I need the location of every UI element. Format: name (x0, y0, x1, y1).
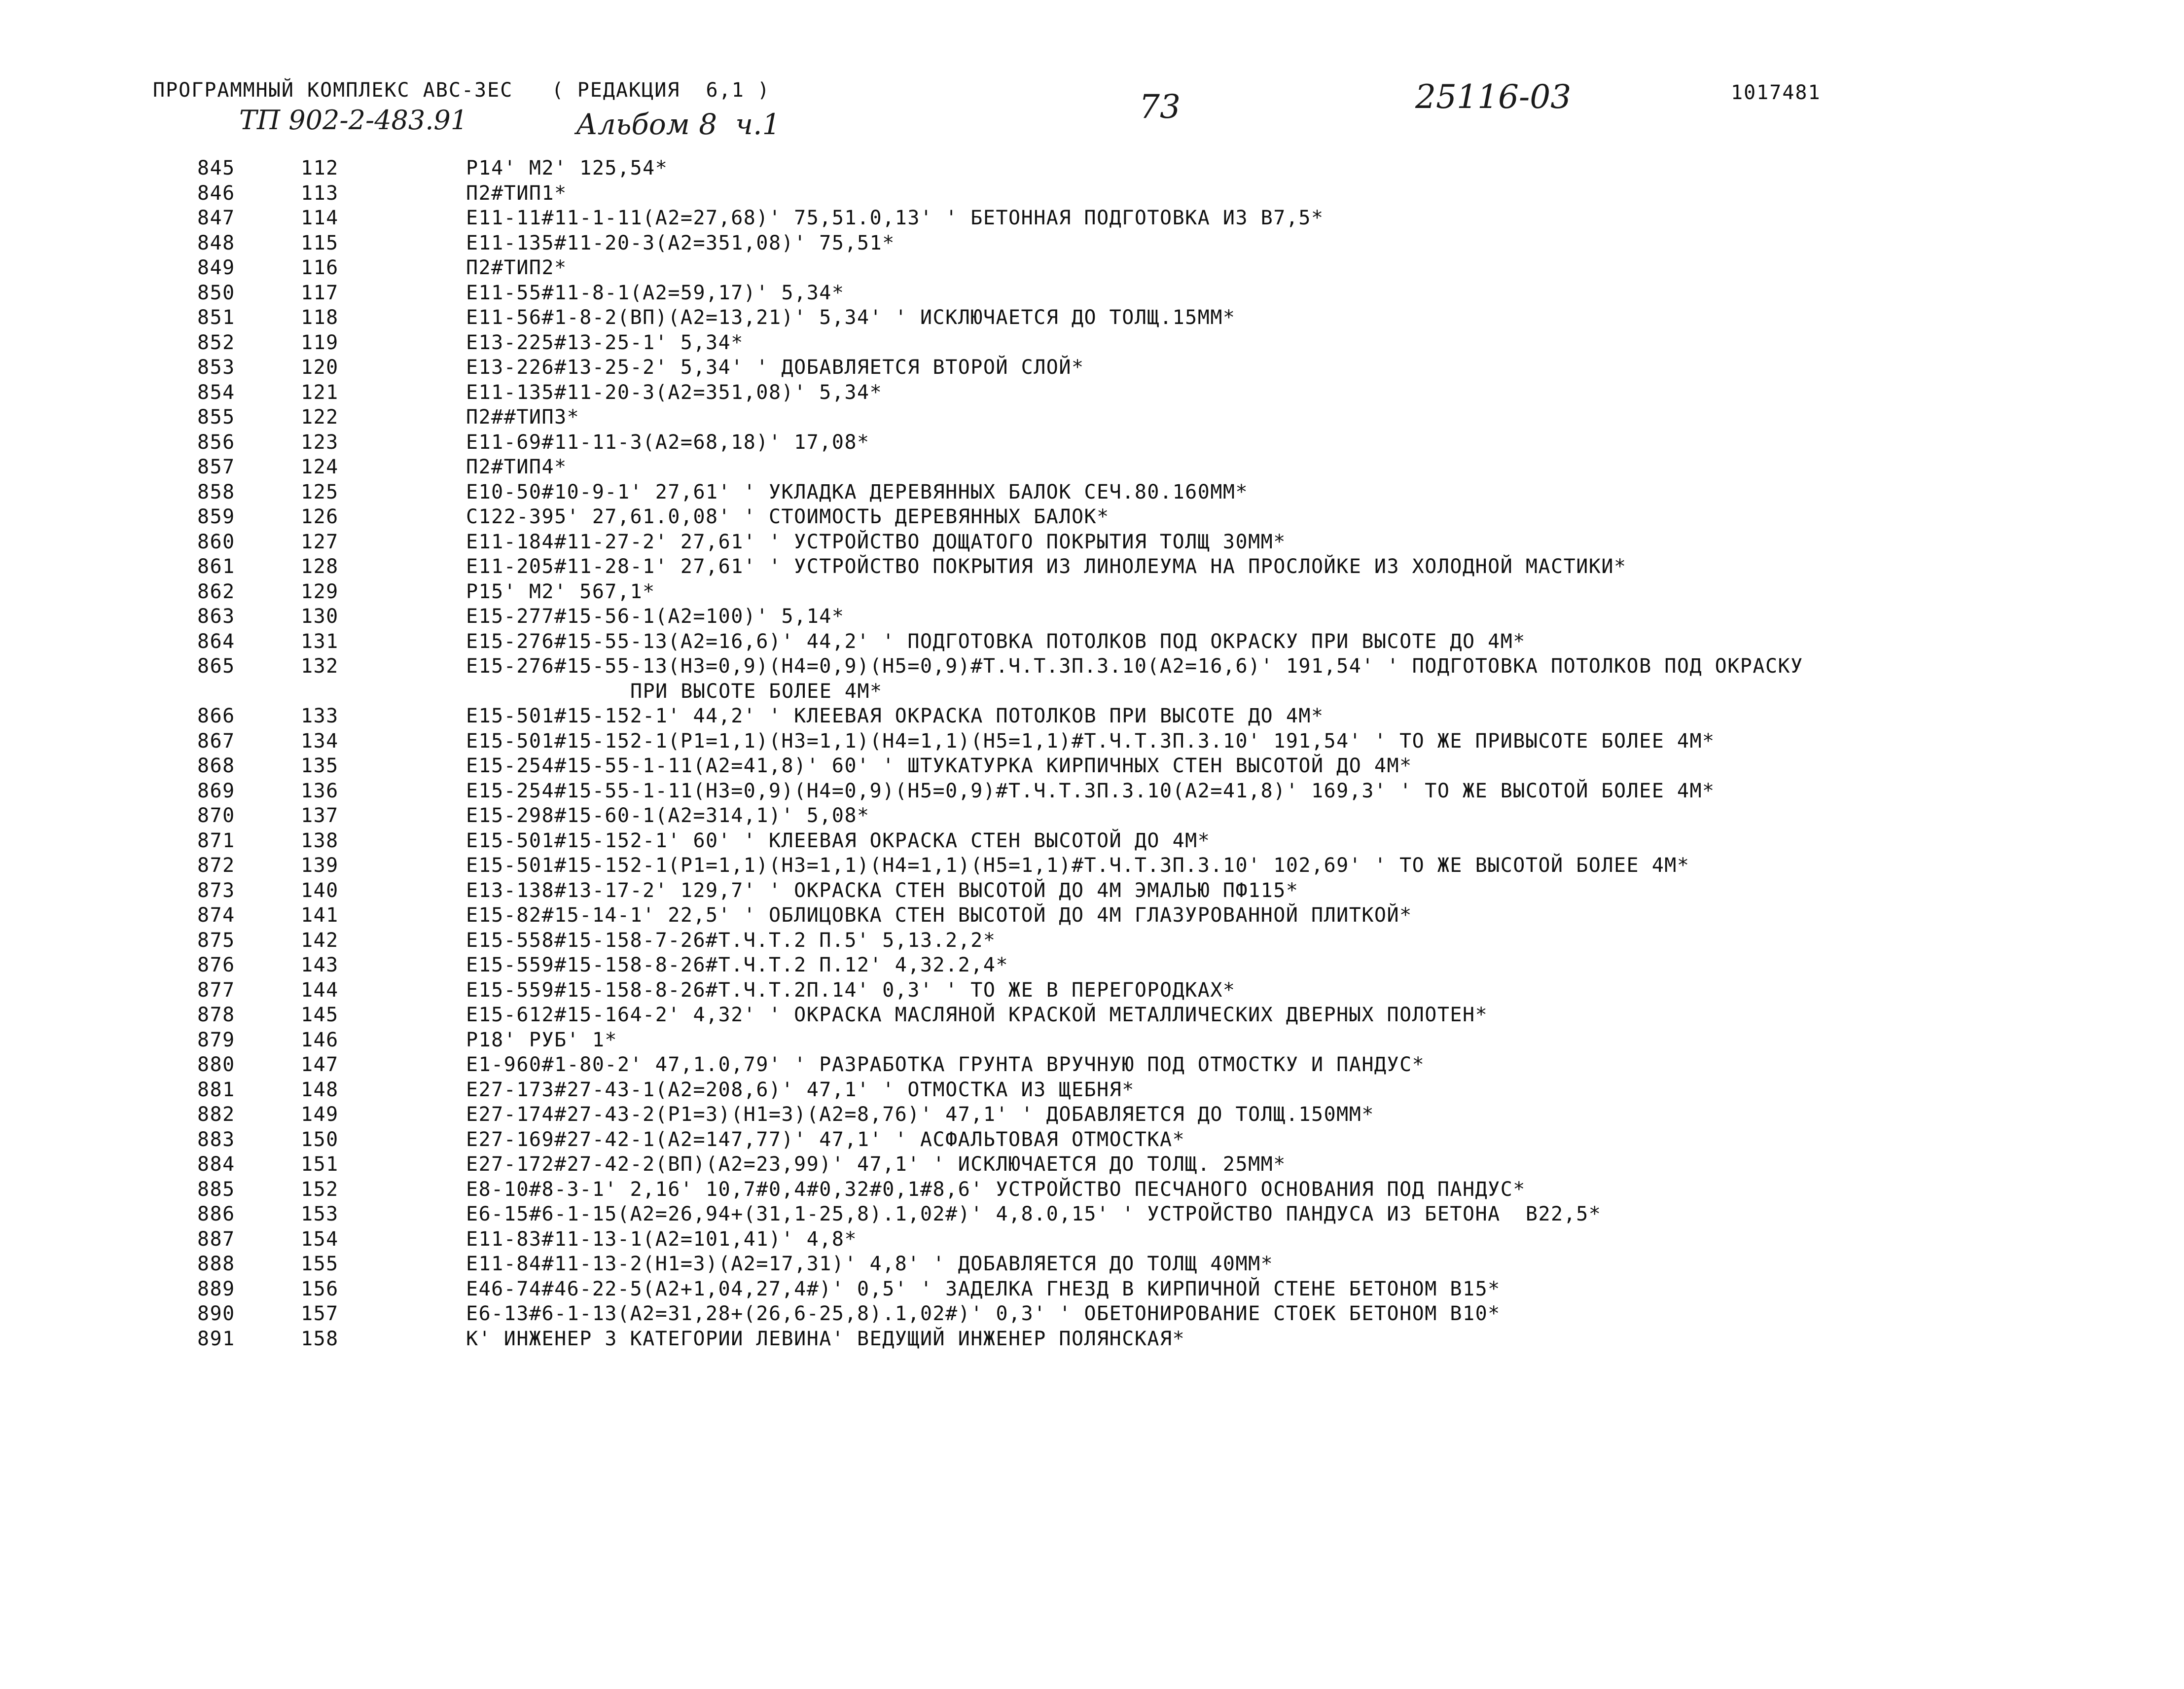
statement-text: Е15-612#15-164-2' 4,32' ' ОКРАСКА МАСЛЯНОЙ КРАСКОЙ МЕТАЛЛИЧЕСКИХ ДВЕРНЫХ ПОЛОТЕН* (466, 1004, 1488, 1026)
statement-text: Е15-559#15-158-8-26#Т.Ч.Т.2П.14' 0,3' ' ТО ЖЕ В ПЕРЕГОРОДКАХ* (466, 978, 1236, 1002)
statement-number: 145 (301, 1004, 339, 1026)
line-number: 875 (197, 929, 235, 952)
statement-text: Е8-10#8-3-1' 2,16' 10,7#0,4#0,32#0,1#8,6' УСТРОЙСТВО ПЕСЧАНОГО ОСНОВАНИЯ ПОД ПАНДУС* (466, 1178, 1526, 1201)
listing-row (0, 1252, 2184, 1277)
statement-number: 112 (301, 157, 339, 180)
document-id: 1017481 (1731, 81, 1821, 104)
statement-text: Е15-276#15-55-13(Н3=0,9)(Н4=0,9)(Н5=0,9)#Т.Ч.Т.3П.3.10(А2=16,6)' 191,54' ' ПОДГОТОВКА ПОТОЛКОВ ПОД ОКРАСКУ (466, 655, 1803, 678)
statement-text: Е15-501#15-152-1' 44,2' ' КЛЕЕВАЯ ОКРАСКА ПОТОЛКОВ ПРИ ВЫСОТЕ ДО 4М* (466, 705, 1324, 727)
listing-row (0, 754, 2184, 779)
line-number: 885 (197, 1178, 235, 1201)
line-number: 861 (197, 555, 235, 578)
statement-number: 127 (301, 530, 339, 553)
statement-text: Е11-56#1-8-2(ВП)(А2=13,21)' 5,34' ' ИСКЛЮЧАЕТСЯ ДО ТОЛЩ.15ММ* (466, 306, 1236, 329)
handwritten-album-label: Альбом 8 ч.1 (576, 108, 781, 141)
statement-number: 154 (301, 1227, 339, 1251)
listing-row (0, 1052, 2184, 1078)
listing-row (0, 405, 2184, 430)
statement-text: Е11-11#11-1-11(А2=27,68)' 75,51.0,13' ' БЕТОННАЯ ПОДГОТОВКА ИЗ В7,5* (466, 207, 1324, 229)
statement-number: 155 (301, 1253, 339, 1275)
statement-number: 150 (301, 1128, 339, 1151)
listing-row (0, 255, 2184, 281)
handwritten-page-number: 73 (1139, 88, 1181, 126)
line-number: 856 (197, 431, 235, 454)
line-number: 854 (197, 381, 235, 404)
line-number: 871 (197, 829, 235, 852)
listing-row (0, 1127, 2184, 1152)
handwritten-project-code: ТП 902-2-483.91 (239, 105, 468, 136)
listing-row (0, 1003, 2184, 1028)
statement-number: 131 (301, 630, 339, 653)
listing-row (0, 1177, 2184, 1202)
line-number: 867 (197, 729, 235, 753)
statement-text: Е11-69#11-11-3(А2=68,18)' 17,08* (466, 431, 870, 454)
line-number: 847 (197, 207, 235, 229)
statement-number: 134 (301, 729, 339, 753)
listing-row (0, 480, 2184, 505)
listing-row (0, 1102, 2184, 1127)
listing-row (0, 305, 2184, 330)
statement-text: Р15' М2' 567,1* (466, 580, 655, 603)
listing-row (0, 330, 2184, 356)
line-number: 874 (197, 904, 235, 927)
statement-text: Е11-55#11-8-1(А2=59,17)' 5,34* (466, 281, 845, 304)
listing-row (0, 430, 2184, 455)
statement-text: Е15-501#15-152-1(Р1=1,1)(Н3=1,1)(Н4=1,1)(Н5=1,1)#Т.Ч.Т.3П.3.10' 191,54' ' ТО ЖЕ ПРИВЫСОТЕ БОЛЕЕ 4М* (466, 729, 1715, 753)
line-number: 857 (197, 456, 235, 478)
statement-text: Е15-501#15-152-1' 60' ' КЛЕЕВАЯ ОКРАСКА СТЕН ВЫСОТОЙ ДО 4М* (466, 829, 1211, 852)
listing-row (0, 1277, 2184, 1302)
listing-row (0, 704, 2184, 729)
statement-number: 129 (301, 580, 339, 603)
statement-number: 152 (301, 1178, 339, 1201)
line-number: 852 (197, 331, 235, 354)
listing-row (0, 554, 2184, 579)
listing-row (0, 206, 2184, 231)
line-number: 881 (197, 1078, 235, 1101)
statement-text: Е1-960#1-80-2' 47,1.0,79' ' РАЗРАБОТКА ГРУНТА ВРУЧНУЮ ПОД ОТМОСТКУ И ПАНДУС* (466, 1053, 1425, 1076)
line-number: 864 (197, 630, 235, 653)
listing-row (0, 1078, 2184, 1103)
statement-text: Е27-169#27-42-1(А2=147,77)' 47,1' ' АСФАЛЬТОВАЯ ОТМОСТКА* (466, 1128, 1185, 1151)
listing-row (0, 231, 2184, 256)
line-number: 891 (197, 1327, 235, 1350)
program-title: ПРОГРАММНЫЙ КОМПЛЕКС АВС-3ЕС ( РЕДАКЦИЯ 6,1 ) (153, 79, 770, 102)
statement-number: 121 (301, 381, 339, 404)
statement-text: Е11-84#11-13-2(Н1=3)(А2=17,31)' 4,8' ' ДОБАВЛЯЕТСЯ ДО ТОЛЩ 40ММ* (466, 1253, 1274, 1275)
statement-text: Е15-276#15-55-13(А2=16,6)' 44,2' ' ПОДГОТОВКА ПОТОЛКОВ ПОД ОКРАСКУ ПРИ ВЫСОТЕ ДО 4М* (466, 630, 1526, 653)
statement-number: 126 (301, 505, 339, 528)
line-number: 855 (197, 406, 235, 429)
listing-row (0, 779, 2184, 804)
line-number: 886 (197, 1203, 235, 1225)
statement-text: Е15-298#15-60-1(А2=314,1)' 5,08* (466, 804, 870, 827)
statement-text: К' ИНЖЕНЕР 3 КАТЕГОРИИ ЛЕВИНА' ВЕДУЩИЙ ИНЖЕНЕР ПОЛЯНСКАЯ* (466, 1327, 1185, 1350)
statement-number: 144 (301, 978, 339, 1002)
statement-text: Е27-172#27-42-2(ВП)(А2=23,99)' 47,1' ' ИСКЛЮЧАЕТСЯ ДО ТОЛЩ. 25ММ* (466, 1153, 1286, 1176)
line-number: 873 (197, 879, 235, 902)
listing-row (0, 1327, 2184, 1352)
listing-row (0, 729, 2184, 754)
line-number: 878 (197, 1004, 235, 1026)
line-number: 862 (197, 580, 235, 603)
statement-text: Е27-173#27-43-1(А2=208,6)' 47,1' ' ОТМОСТКА ИЗ ЩЕБНЯ* (466, 1078, 1135, 1101)
statement-text: Е6-13#6-1-13(А2=31,28+(26,6-25,8).1,02#)' 0,3' ' ОБЕТОНИРОВАНИЕ СТОЕК БЕТОНОМ В10* (466, 1302, 1501, 1325)
line-number: 868 (197, 755, 235, 777)
listing-row (0, 1301, 2184, 1327)
listing (0, 156, 2184, 1351)
line-number: 848 (197, 231, 235, 254)
listing-row (0, 978, 2184, 1003)
listing-row (0, 803, 2184, 828)
statement-number: 140 (301, 879, 339, 902)
statement-number: 113 (301, 181, 339, 205)
listing-row (0, 853, 2184, 878)
line-number: 884 (197, 1153, 235, 1176)
statement-text: Е6-15#6-1-15(А2=26,94+(31,1-25,8).1,02#)' 4,8.0,15' ' УСТРОЙСТВО ПАНДУСА ИЗ БЕТОНА В22,5* (466, 1203, 1602, 1225)
statement-text: Е46-74#46-22-5(А2+1,04,27,4#)' 0,5' ' ЗАДЕЛКА ГНЕЗД В КИРПИЧНОЙ СТЕНЕ БЕТОНОМ В15* (466, 1277, 1501, 1300)
line-number: 870 (197, 804, 235, 827)
listing-row (0, 604, 2184, 629)
listing-row (0, 828, 2184, 854)
statement-text-continuation: ПРИ ВЫСОТЕ БОЛЕЕ 4М* (630, 680, 883, 703)
statement-number: 157 (301, 1302, 339, 1325)
statement-text: Е11-135#11-20-3(А2=351,08)' 5,34* (466, 381, 883, 404)
statement-text: П2#ТИП1* (466, 181, 567, 205)
statement-number: 122 (301, 406, 339, 429)
statement-number: 120 (301, 356, 339, 379)
listing-row (0, 504, 2184, 530)
listing-row (0, 281, 2184, 306)
statement-text: Е15-254#15-55-1-11(Н3=0,9)(Н4=0,9)(Н5=0,9)#Т.Ч.Т.3П.3.10(А2=41,8)' 169,3' ' ТО ЖЕ ВЫСОТОЙ БОЛЕЕ 4М* (466, 779, 1715, 802)
listing-row (0, 1028, 2184, 1053)
line-number: 846 (197, 181, 235, 205)
listing-row (0, 1227, 2184, 1252)
statement-number: 156 (301, 1277, 339, 1300)
statement-number: 147 (301, 1053, 339, 1076)
line-number: 890 (197, 1302, 235, 1325)
line-number: 879 (197, 1028, 235, 1051)
statement-text: Е11-83#11-13-1(А2=101,41)' 4,8* (466, 1227, 858, 1251)
line-number: 877 (197, 978, 235, 1002)
listing-row (0, 654, 2184, 704)
statement-number: 118 (301, 306, 339, 329)
statement-number: 114 (301, 207, 339, 229)
statement-text: С122-395' 27,61.0,08' ' СТОИМОСТЬ ДЕРЕВЯННЫХ БАЛОК* (466, 505, 1110, 528)
handwritten-doc-code: 25116-03 (1415, 78, 1572, 116)
listing-row (0, 878, 2184, 903)
statement-number: 143 (301, 954, 339, 976)
line-number: 860 (197, 530, 235, 553)
statement-number: 141 (301, 904, 339, 927)
statement-text: Е15-277#15-56-1(А2=100)' 5,14* (466, 605, 845, 628)
statement-text: Е11-205#11-28-1' 27,61' ' УСТРОЙСТВО ПОКРЫТИЯ ИЗ ЛИНОЛЕУМА НА ПРОСЛОЙКЕ ИЗ ХОЛОДНОЙ МАСТИКИ* (466, 555, 1627, 578)
statement-number: 138 (301, 829, 339, 852)
line-number: 845 (197, 157, 235, 180)
listing-row (0, 455, 2184, 480)
statement-number: 130 (301, 605, 339, 628)
statement-text: Е13-225#13-25-1' 5,34* (466, 331, 744, 354)
listing-row (0, 181, 2184, 206)
statement-text: Е15-501#15-152-1(Р1=1,1)(Н3=1,1)(Н4=1,1)(Н5=1,1)#Т.Ч.Т.3П.3.10' 102,69' ' ТО ЖЕ ВЫСОТОЙ БОЛЕЕ 4М* (466, 854, 1690, 877)
line-number: 872 (197, 854, 235, 877)
line-number: 869 (197, 779, 235, 802)
statement-text: Е27-174#27-43-2(Р1=3)(Н1=3)(А2=8,76)' 47,1' ' ДОБАВЛЯЕТСЯ ДО ТОЛЩ.150ММ* (466, 1103, 1374, 1126)
statement-number: 142 (301, 929, 339, 952)
statement-text: Е13-226#13-25-2' 5,34' ' ДОБАВЛЯЕТСЯ ВТОРОЙ СЛОЙ* (466, 356, 1084, 379)
statement-text: П2#ТИП4* (466, 456, 567, 478)
statement-text: Е15-559#15-158-8-26#Т.Ч.Т.2 П.12' 4,32.2,4* (466, 954, 1009, 976)
statement-text: Р18' РУБ' 1* (466, 1028, 617, 1051)
statement-number: 158 (301, 1327, 339, 1350)
listing-row (0, 953, 2184, 978)
statement-number: 132 (301, 655, 339, 678)
line-number: 863 (197, 605, 235, 628)
statement-number: 123 (301, 431, 339, 454)
statement-number: 119 (301, 331, 339, 354)
line-number: 889 (197, 1277, 235, 1300)
listing-row (0, 903, 2184, 928)
statement-number: 128 (301, 555, 339, 578)
statement-text: Е10-50#10-9-1' 27,61' ' УКЛАДКА ДЕРЕВЯННЫХ БАЛОК СЕЧ.80.160ММ* (466, 480, 1249, 503)
statement-text: П2##ТИП3* (466, 406, 580, 429)
statement-text: Е11-184#11-27-2' 27,61' ' УСТРОЙСТВО ДОЩАТОГО ПОКРЫТИЯ ТОЛЩ 30ММ* (466, 530, 1286, 553)
line-number: 876 (197, 954, 235, 976)
line-number: 866 (197, 705, 235, 727)
statement-number: 151 (301, 1153, 339, 1176)
statement-number: 133 (301, 705, 339, 727)
statement-text: Р14' М2' 125,54* (466, 157, 668, 180)
line-number: 853 (197, 356, 235, 379)
line-number: 865 (197, 655, 235, 678)
line-number: 883 (197, 1128, 235, 1151)
statement-number: 139 (301, 854, 339, 877)
statement-number: 137 (301, 804, 339, 827)
statement-number: 115 (301, 231, 339, 254)
listing-row (0, 1202, 2184, 1227)
listing-row (0, 380, 2184, 405)
statement-number: 117 (301, 281, 339, 304)
statement-text: Е15-558#15-158-7-26#Т.Ч.Т.2 П.5' 5,13.2,2* (466, 929, 996, 952)
listing-row (0, 355, 2184, 380)
statement-text: Е15-82#15-14-1' 22,5' ' ОБЛИЦОВКА СТЕН ВЫСОТОЙ ДО 4М ГЛАЗУРОВАННОЙ ПЛИТКОЙ* (466, 904, 1412, 927)
line-number: 858 (197, 480, 235, 503)
statement-number: 124 (301, 456, 339, 478)
statement-number: 125 (301, 480, 339, 503)
statement-number: 149 (301, 1103, 339, 1126)
statement-text: Е15-254#15-55-1-11(А2=41,8)' 60' ' ШТУКАТУРКА КИРПИЧНЫХ СТЕН ВЫСОТОЙ ДО 4М* (466, 755, 1412, 777)
line-number: 851 (197, 306, 235, 329)
listing-row (0, 1152, 2184, 1177)
statement-text: Е11-135#11-20-3(А2=351,08)' 75,51* (466, 231, 895, 254)
listing-row (0, 579, 2184, 605)
line-number: 859 (197, 505, 235, 528)
line-number: 882 (197, 1103, 235, 1126)
listing-row (0, 530, 2184, 555)
statement-number: 148 (301, 1078, 339, 1101)
listing-row (0, 629, 2184, 654)
listing-row (0, 156, 2184, 181)
listing-row (0, 928, 2184, 953)
statement-number: 116 (301, 256, 339, 279)
line-number: 849 (197, 256, 235, 279)
statement-number: 136 (301, 779, 339, 802)
line-number: 880 (197, 1053, 235, 1076)
statement-number: 153 (301, 1203, 339, 1225)
line-number: 850 (197, 281, 235, 304)
statement-text: П2#ТИП2* (466, 256, 567, 279)
line-number: 888 (197, 1253, 235, 1275)
line-number: 887 (197, 1227, 235, 1251)
statement-number: 135 (301, 755, 339, 777)
statement-number: 146 (301, 1028, 339, 1051)
statement-text: Е13-138#13-17-2' 129,7' ' ОКРАСКА СТЕН ВЫСОТОЙ ДО 4М ЭМАЛЬЮ ПФ115* (466, 879, 1299, 902)
